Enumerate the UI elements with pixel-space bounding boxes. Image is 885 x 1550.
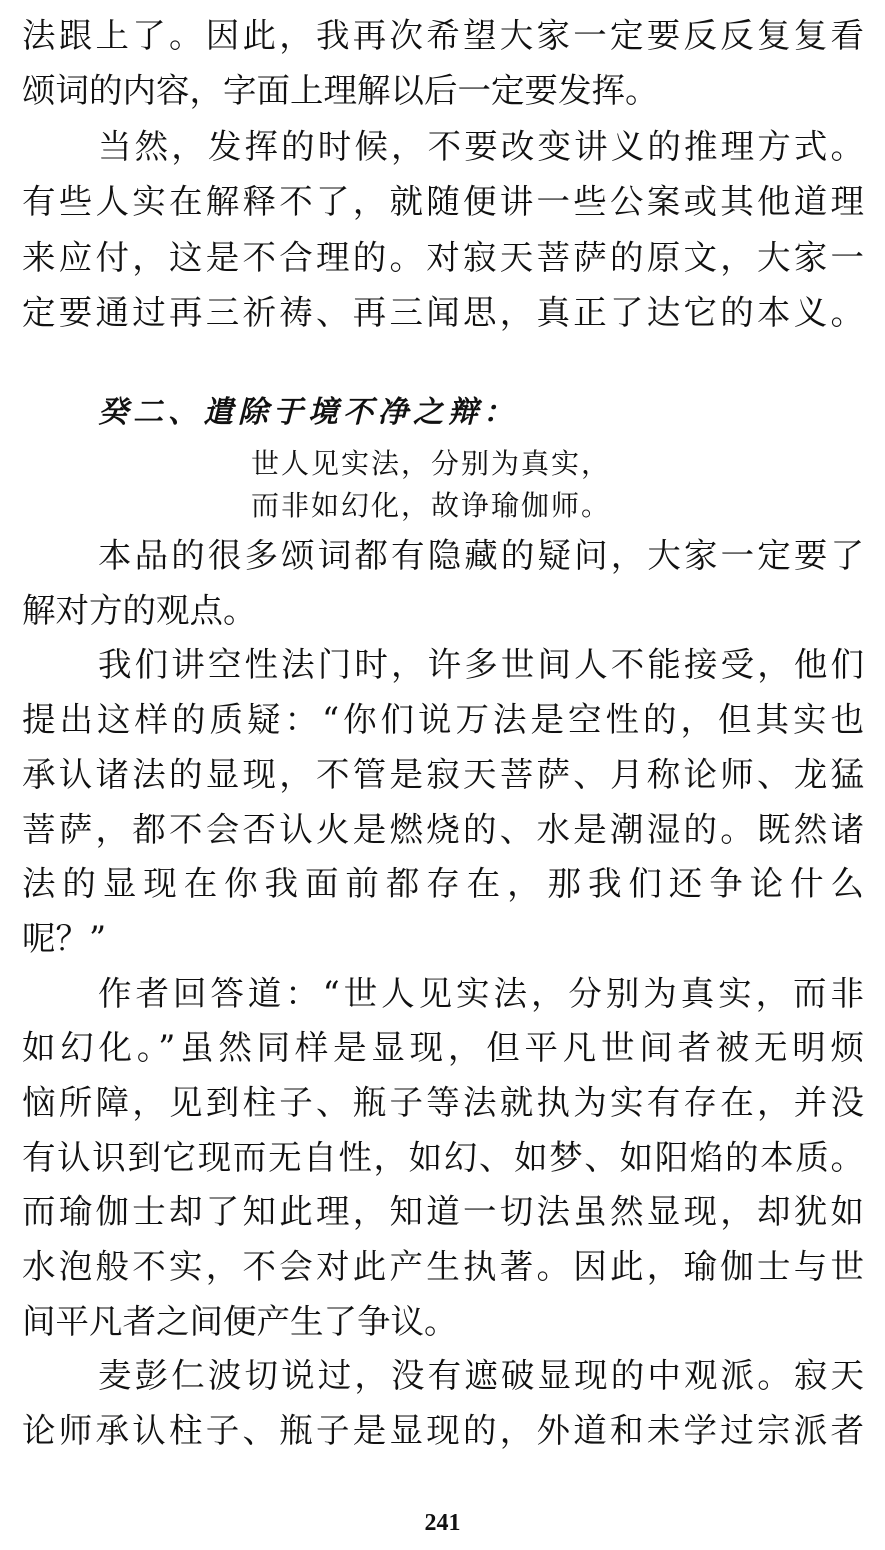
section-heading: 癸二、遣除于境不净之辩： xyxy=(98,395,518,430)
body-text-line: 有些人实在解释不了，就随便讲一些公案或其他道理 xyxy=(22,182,864,221)
body-text-line: 间平凡者之间便产生了争议。 xyxy=(22,1302,458,1341)
body-text-line: 我们讲空性法门时，许多世间人不能接受，他们 xyxy=(98,645,864,684)
body-text-line: 颂词的内容，字面上理解以后一定要发挥。 xyxy=(22,71,659,110)
body-text-line: 作者回答道：“世人见实法，分别为真实，而非 xyxy=(98,974,864,1013)
body-text-line: 当然，发挥的时候，不要改变讲义的推理方式。 xyxy=(98,127,864,166)
verse-line: 而非如幻化，故诤瑜伽师。 xyxy=(251,489,612,522)
body-text-line: 有认识到它现而无自性，如幻、如梦、如阳焰的本质。 xyxy=(22,1138,864,1177)
body-text-line: 而瑜伽士却了知此理，知道一切法虽然显现，却犹如 xyxy=(22,1192,864,1231)
body-text-line: 法跟上了。因此，我再次希望大家一定要反反复复看 xyxy=(22,16,864,55)
body-text-line: 菩萨，都不会否认火是燃烧的、水是潮湿的。既然诸 xyxy=(22,810,864,849)
verse-line: 世人见实法，分别为真实， xyxy=(251,447,612,480)
body-text-line: 论师承认柱子、瓶子是显现的，外道和未学过宗派者 xyxy=(22,1411,864,1450)
body-text-line: 呢？” xyxy=(22,919,107,958)
body-text-line: 麦彭仁波切说过，没有遮破显现的中观派。寂天 xyxy=(98,1356,864,1395)
body-text-line: 来应付，这是不合理的。对寂天菩萨的原文，大家一 xyxy=(22,238,864,277)
body-text-line: 水泡般不实，不会对此产生执著。因此，瑜伽士与世 xyxy=(22,1247,864,1286)
page-number: 241 xyxy=(424,1510,461,1536)
body-text-line: 法的显现在你我面前都存在，那我们还争论什么 xyxy=(22,864,864,903)
body-text-line: 定要通过再三祈祷、再三闻思，真正了达它的本义。 xyxy=(22,293,864,332)
body-text-line: 本品的很多颂词都有隐藏的疑问，大家一定要了 xyxy=(98,536,864,575)
body-text-line: 提出这样的质疑：“你们说万法是空性的，但其实也 xyxy=(22,700,864,739)
body-text-line: 如幻化。”虽然同样是显现，但平凡世间者被无明烦 xyxy=(22,1028,864,1067)
body-text-line: 承认诸法的显现，不管是寂天菩萨、月称论师、龙猛 xyxy=(22,755,864,794)
body-text-line: 解对方的观点。 xyxy=(22,591,257,630)
body-text-line: 恼所障，见到柱子、瓶子等法就执为实有存在，并没 xyxy=(22,1083,864,1122)
